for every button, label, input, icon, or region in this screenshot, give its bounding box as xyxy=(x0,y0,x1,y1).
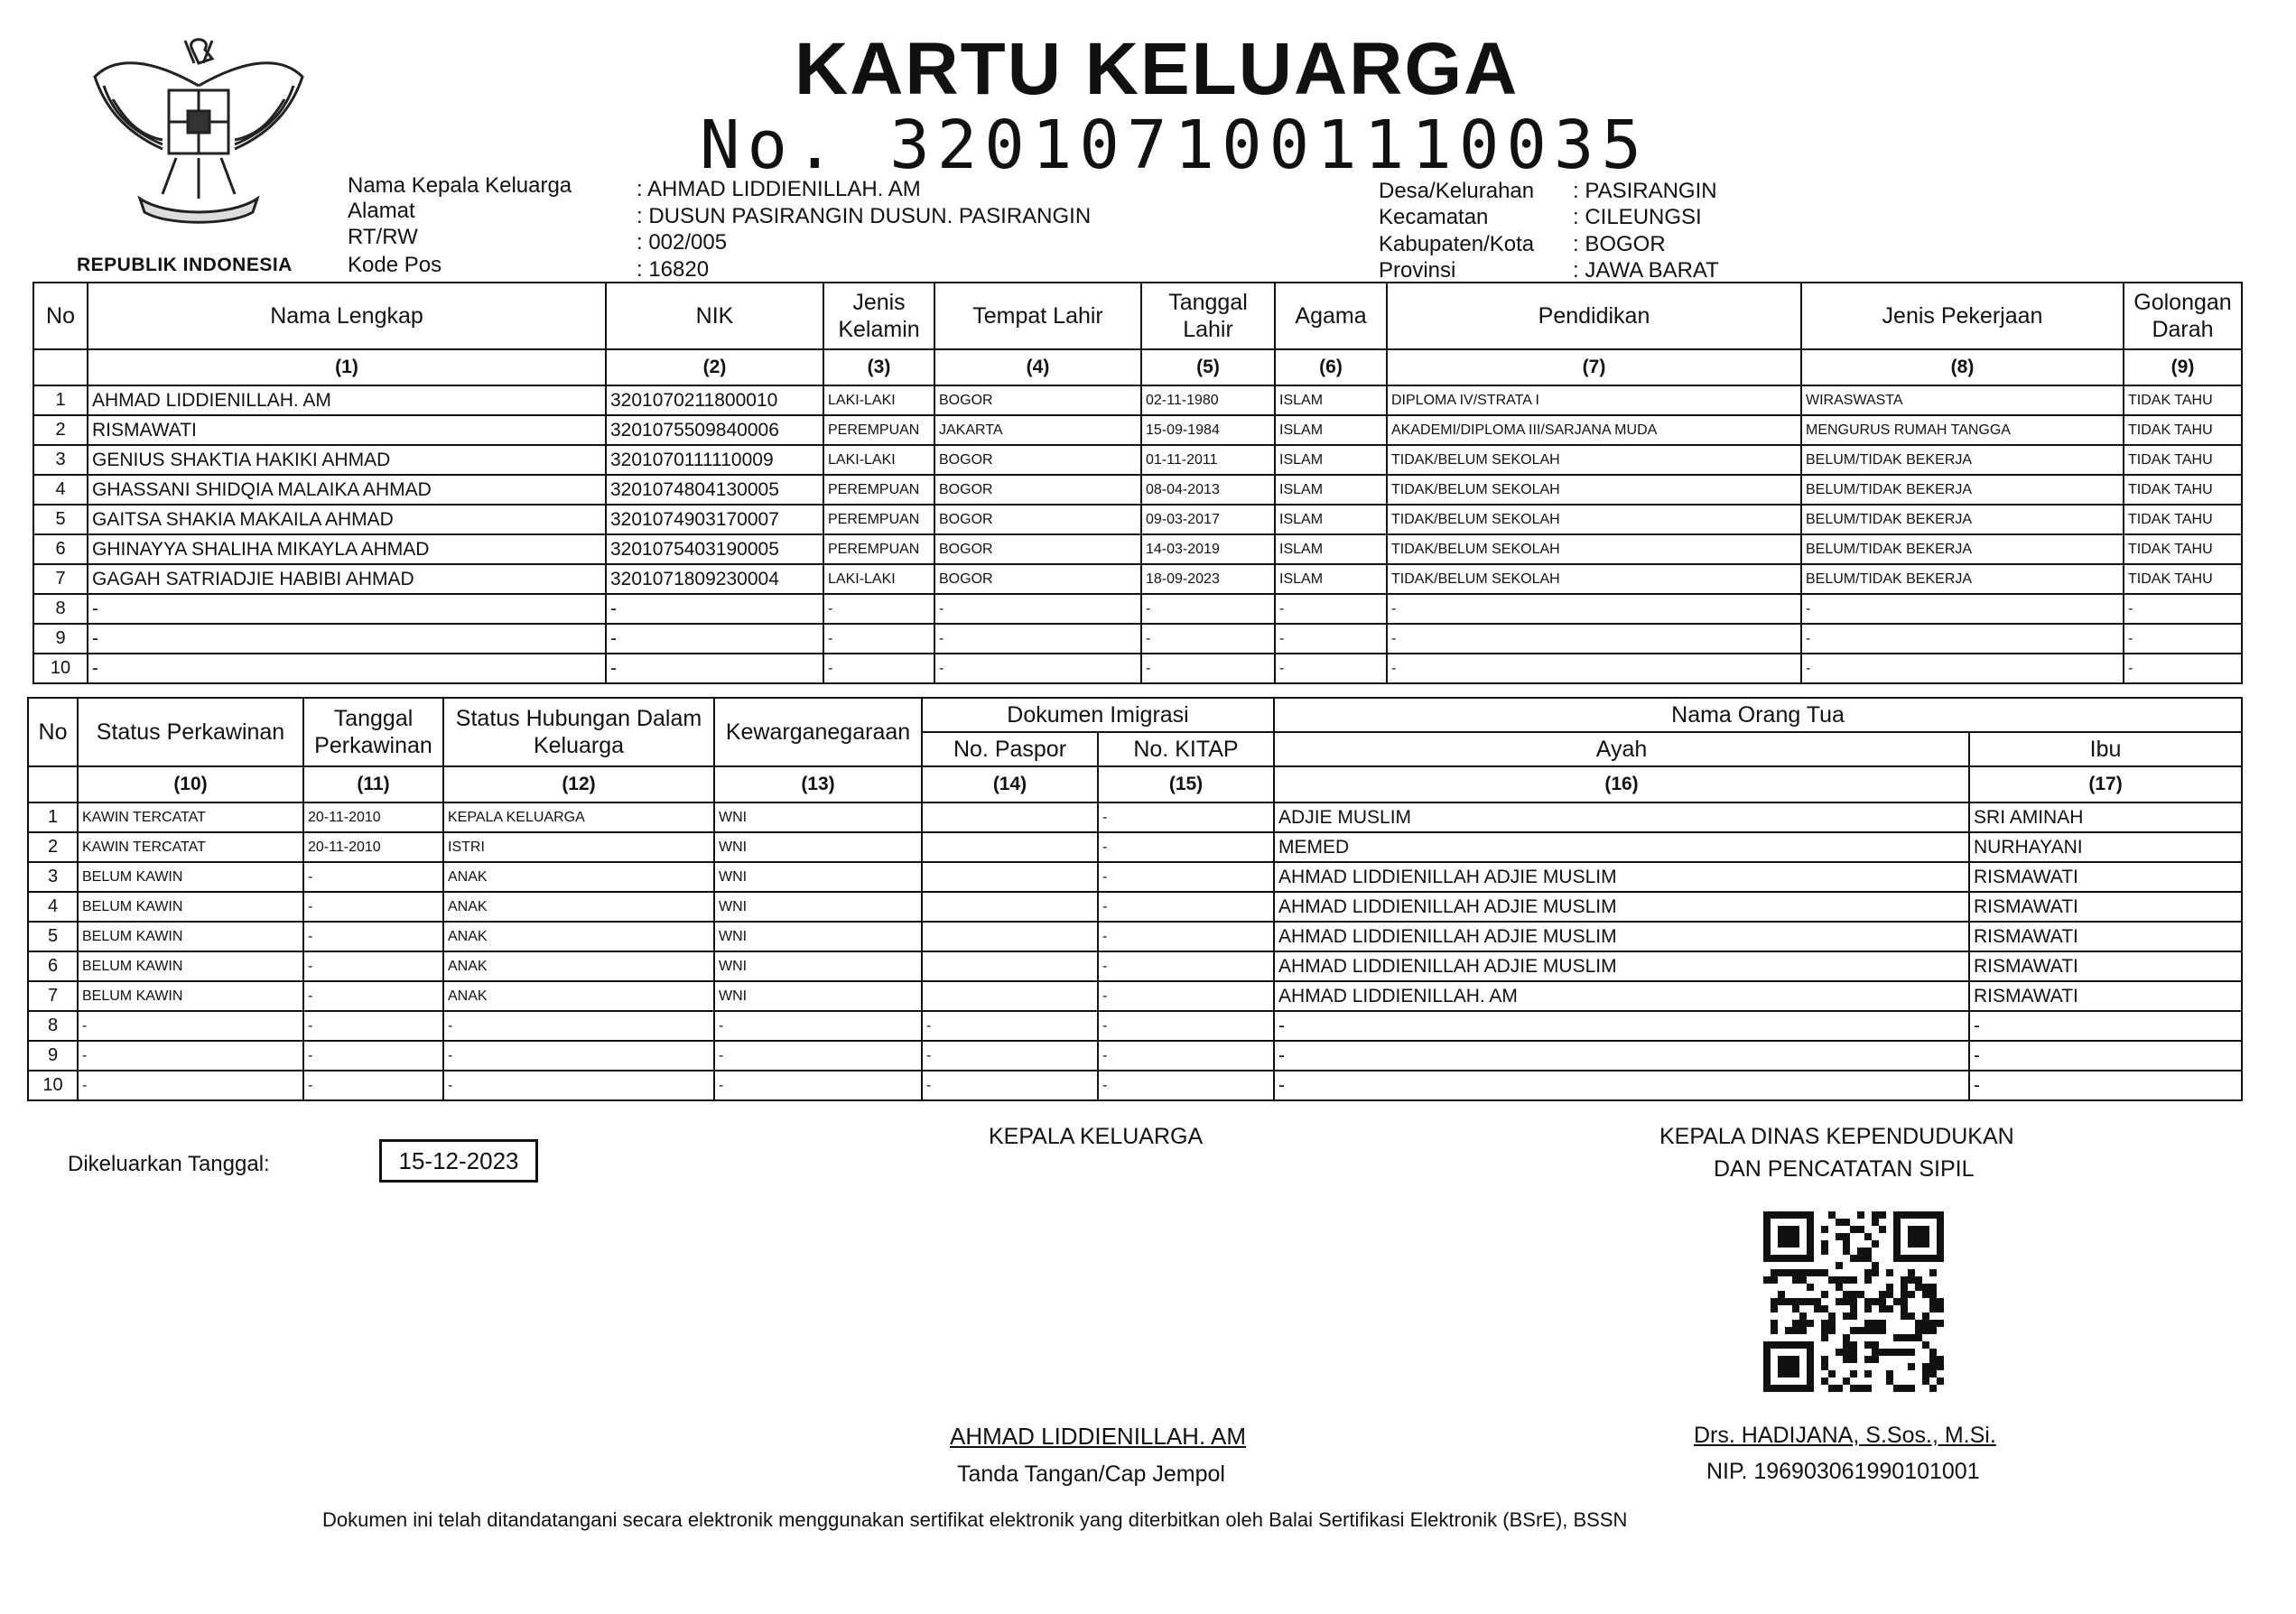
table-cell xyxy=(922,862,1098,892)
table-cell: - xyxy=(1969,1011,2242,1041)
info-label-desa: Desa/Kelurahan xyxy=(1379,179,1535,203)
table-cell: ISLAM xyxy=(1275,505,1387,534)
table-cell: TIDAK TAHU xyxy=(2124,564,2242,594)
info-label-kabupaten: Kabupaten/Kota xyxy=(1379,232,1535,256)
table-cell: 3201075403190005 xyxy=(606,534,823,564)
table-cell: - xyxy=(2124,654,2242,683)
table-cell: 01-11-2011 xyxy=(1141,445,1275,475)
table-cell: - xyxy=(303,1041,443,1071)
table-cell: - xyxy=(78,1011,303,1041)
col-header-kewarganegaraan: Kewarganegaraan xyxy=(714,698,922,766)
table-cell: ANAK xyxy=(443,862,714,892)
table-cell: ANAK xyxy=(443,922,714,951)
table-cell: BELUM/TIDAK BEKERJA xyxy=(1801,445,2124,475)
info-value-kodepos: : 16820 xyxy=(637,257,710,282)
col-number: (3) xyxy=(823,349,934,385)
table-row xyxy=(28,1041,2242,1071)
table-cell: BOGOR xyxy=(934,445,1141,475)
table-cell: - xyxy=(1098,832,1274,862)
table-row xyxy=(28,862,2242,892)
table-cell: - xyxy=(303,1011,443,1041)
table-cell: - xyxy=(1141,624,1275,654)
signer-caption: Tanda Tangan/Cap Jempol xyxy=(957,1461,1225,1487)
family-status-table xyxy=(27,697,2243,1101)
table-cell: AHMAD LIDDIENILLAH ADJIE MUSLIM xyxy=(1274,892,1969,922)
table-row xyxy=(33,624,2242,654)
table-row xyxy=(33,534,2242,564)
table-cell: - xyxy=(934,594,1141,624)
table-cell: - xyxy=(823,624,934,654)
table-cell: 2 xyxy=(33,415,88,445)
table-cell: - xyxy=(606,654,823,683)
col-number: (17) xyxy=(1969,766,2242,802)
col-header-nama: Nama Lengkap xyxy=(88,283,606,349)
table-cell: ANAK xyxy=(443,951,714,981)
table-row xyxy=(33,445,2242,475)
col-header-no: No xyxy=(28,698,78,766)
table-cell: - xyxy=(922,1071,1098,1100)
table-cell: 08-04-2013 xyxy=(1141,475,1275,505)
col-number: (5) xyxy=(1141,349,1275,385)
table-cell: 9 xyxy=(33,624,88,654)
table-cell: 20-11-2010 xyxy=(303,802,443,832)
table-cell: - xyxy=(1801,594,2124,624)
signer-name: AHMAD LIDDIENILLAH. AM xyxy=(950,1423,1246,1450)
col-number: (15) xyxy=(1098,766,1274,802)
table-cell: - xyxy=(922,1011,1098,1041)
table-cell: 8 xyxy=(28,1011,78,1041)
dinas-title-line2: DAN PENCATATAN SIPIL xyxy=(1714,1156,1975,1182)
table-cell: 2 xyxy=(28,832,78,862)
table-cell: - xyxy=(1275,624,1387,654)
electronic-signature-disclaimer: Dokumen ini telah ditandatangani secara elektronik menggunakan sertifikat elektronik yang diterbitkan oleh Balai Sertifikasi Elektronik (BSrE), BSSN xyxy=(322,1508,1628,1531)
col-header-pendidikan: Pendidikan xyxy=(1387,283,1801,349)
table-cell: GAITSA SHAKIA MAKAILA AHMAD xyxy=(88,505,606,534)
table-cell: - xyxy=(2124,594,2242,624)
table-cell: 15-09-1984 xyxy=(1141,415,1275,445)
table-cell: NURHAYANI xyxy=(1969,832,2242,862)
col-number: (2) xyxy=(606,349,823,385)
col-number: (7) xyxy=(1387,349,1801,385)
table-cell xyxy=(922,922,1098,951)
kepala-keluarga-label: KEPALA KELUARGA xyxy=(989,1124,1204,1149)
table-cell: PEREMPUAN xyxy=(823,505,934,534)
table-cell: - xyxy=(606,594,823,624)
table-cell: - xyxy=(1387,624,1801,654)
table-cell: KAWIN TERCATAT xyxy=(78,802,303,832)
table-cell: - xyxy=(714,1011,922,1041)
table-row xyxy=(28,981,2242,1011)
table-cell xyxy=(922,981,1098,1011)
table-cell: TIDAK TAHU xyxy=(2124,415,2242,445)
table-cell: TIDAK/BELUM SEKOLAH xyxy=(1387,564,1801,594)
col-number: (11) xyxy=(303,766,443,802)
official-name: Drs. HADIJANA, S.Sos., M.Si. xyxy=(1694,1423,1996,1448)
table-cell: - xyxy=(443,1011,714,1041)
table-cell: WNI xyxy=(714,862,922,892)
table-cell: - xyxy=(1801,654,2124,683)
table-cell: KEPALA KELUARGA xyxy=(443,802,714,832)
table-cell: 3201075509840006 xyxy=(606,415,823,445)
table-cell: RISMAWATI xyxy=(1969,862,2242,892)
table-cell: 3 xyxy=(33,445,88,475)
info-label-kecamatan: Kecamatan xyxy=(1379,205,1489,229)
table-cell: MENGURUS RUMAH TANGGA xyxy=(1801,415,2124,445)
col-number: (9) xyxy=(2124,349,2242,385)
table-cell: ANAK xyxy=(443,892,714,922)
table-cell: - xyxy=(1387,594,1801,624)
table-cell: BOGOR xyxy=(934,564,1141,594)
col-header-ibu: Ibu xyxy=(1969,732,2242,766)
table-cell: JAKARTA xyxy=(934,415,1141,445)
table-cell: AHMAD LIDDIENILLAH. AM xyxy=(88,385,606,415)
col-header-no: No xyxy=(33,283,88,349)
table-cell: - xyxy=(1098,1011,1274,1041)
table-cell: - xyxy=(1275,594,1387,624)
table-cell: - xyxy=(2124,624,2242,654)
table-cell: BELUM/TIDAK BEKERJA xyxy=(1801,475,2124,505)
table-cell: DIPLOMA IV/STRATA I xyxy=(1387,385,1801,415)
table-cell: 5 xyxy=(33,505,88,534)
emblem-label: REPUBLIK INDONESIA xyxy=(77,255,293,275)
info-label-provinsi: Provinsi xyxy=(1379,258,1456,283)
col-header-agama: Agama xyxy=(1275,283,1387,349)
table-cell: - xyxy=(303,1071,443,1100)
table-cell: - xyxy=(1098,1071,1274,1100)
family-status-body xyxy=(28,802,2242,1100)
table-cell: AKADEMI/DIPLOMA III/SARJANA MUDA xyxy=(1387,415,1801,445)
issued-date-label: Dikeluarkan Tanggal: xyxy=(68,1152,270,1176)
table-cell: ISLAM xyxy=(1275,534,1387,564)
col-header-tempat-lahir: Tempat Lahir xyxy=(934,283,1141,349)
info-label-kodepos: Kode Pos xyxy=(348,253,442,277)
table-cell: TIDAK TAHU xyxy=(2124,385,2242,415)
col-header-nik: NIK xyxy=(606,283,823,349)
table-cell: AHMAD LIDDIENILLAH ADJIE MUSLIM xyxy=(1274,862,1969,892)
table-cell: 4 xyxy=(33,475,88,505)
table-cell: RISMAWATI xyxy=(1969,922,2242,951)
table-cell: - xyxy=(1098,922,1274,951)
table-cell: TIDAK TAHU xyxy=(2124,534,2242,564)
table-cell: BELUM KAWIN xyxy=(78,922,303,951)
info-value-desa: : PASIRANGIN xyxy=(1573,179,1717,203)
table-cell: - xyxy=(1098,862,1274,892)
table-cell: - xyxy=(714,1071,922,1100)
table-cell: - xyxy=(606,624,823,654)
table-cell: WIRASWASTA xyxy=(1801,385,2124,415)
col-number xyxy=(33,349,88,385)
table-cell: 3201074903170007 xyxy=(606,505,823,534)
table-cell: 20-11-2010 xyxy=(303,832,443,862)
table-cell: AHMAD LIDDIENILLAH ADJIE MUSLIM xyxy=(1274,922,1969,951)
qr-code-icon xyxy=(1763,1211,1944,1392)
table-row xyxy=(33,415,2242,445)
table-cell: PEREMPUAN xyxy=(823,534,934,564)
info-value-kabupaten: : BOGOR xyxy=(1573,232,1666,256)
col-header-dokumen-imigrasi: Dokumen Imigrasi xyxy=(922,698,1274,732)
table-cell: - xyxy=(922,1041,1098,1071)
table-cell: - xyxy=(823,654,934,683)
table-cell: BELUM/TIDAK BEKERJA xyxy=(1801,534,2124,564)
table-row xyxy=(33,654,2242,683)
table-row xyxy=(28,1071,2242,1100)
table-cell: TIDAK/BELUM SEKOLAH xyxy=(1387,445,1801,475)
table-cell: - xyxy=(1387,654,1801,683)
table-cell: 6 xyxy=(33,534,88,564)
table-cell: TIDAK TAHU xyxy=(2124,475,2242,505)
table-cell: ISTRI xyxy=(443,832,714,862)
info-value-provinsi: : JAWA BARAT xyxy=(1573,258,1719,283)
col-header-golongan-darah: Golongan Darah xyxy=(2124,283,2242,349)
table-cell: - xyxy=(303,981,443,1011)
table-row xyxy=(28,892,2242,922)
table-cell: - xyxy=(1141,594,1275,624)
col-header-no-kitap: No. KITAP xyxy=(1098,732,1274,766)
info-value-nama-kepala: : AHMAD LIDDIENILLAH. AM xyxy=(637,177,921,201)
table-cell: - xyxy=(303,862,443,892)
table-cell: RISMAWATI xyxy=(1969,981,2242,1011)
table-cell: TIDAK/BELUM SEKOLAH xyxy=(1387,534,1801,564)
table-cell: WNI xyxy=(714,951,922,981)
table-cell: BOGOR xyxy=(934,475,1141,505)
table-cell: BOGOR xyxy=(934,385,1141,415)
table-cell xyxy=(922,802,1098,832)
table-cell: - xyxy=(1098,802,1274,832)
info-value-rtrw: : 002/005 xyxy=(637,230,728,255)
col-number: (14) xyxy=(922,766,1098,802)
table-cell: - xyxy=(443,1041,714,1071)
table-row xyxy=(33,505,2242,534)
family-members-body xyxy=(33,385,2242,683)
col-header-no-paspor: No. Paspor xyxy=(922,732,1098,766)
table-cell: 14-03-2019 xyxy=(1141,534,1275,564)
table-cell: WNI xyxy=(714,802,922,832)
table-cell: BELUM KAWIN xyxy=(78,862,303,892)
col-header-tanggal-lahir: Tanggal Lahir xyxy=(1141,283,1275,349)
table-cell: KAWIN TERCATAT xyxy=(78,832,303,862)
table-cell: PEREMPUAN xyxy=(823,475,934,505)
table-cell: 3201071809230004 xyxy=(606,564,823,594)
table-cell: ISLAM xyxy=(1275,564,1387,594)
garuda-emblem-icon xyxy=(86,32,311,230)
table-cell: - xyxy=(1274,1011,1969,1041)
table-cell: AHMAD LIDDIENILLAH. AM xyxy=(1274,981,1969,1011)
table-row xyxy=(33,594,2242,624)
col-header-tanggal-perkawinan: Tanggal Perkawinan xyxy=(303,698,443,766)
table-cell xyxy=(922,951,1098,981)
table-cell: 1 xyxy=(28,802,78,832)
table-cell: 10 xyxy=(28,1071,78,1100)
table-cell: 09-03-2017 xyxy=(1141,505,1275,534)
col-number: (12) xyxy=(443,766,714,802)
table-cell: 3201070211800010 xyxy=(606,385,823,415)
table-row xyxy=(28,832,2242,862)
table-cell: GHINAYYA SHALIHA MIKAYLA AHMAD xyxy=(88,534,606,564)
table-cell: - xyxy=(1274,1071,1969,1100)
table-cell: - xyxy=(303,951,443,981)
table-row xyxy=(28,922,2242,951)
table-cell: 02-11-1980 xyxy=(1141,385,1275,415)
table-row xyxy=(33,385,2242,415)
table-cell: LAKI-LAKI xyxy=(823,385,934,415)
table-cell: 3201070111110009 xyxy=(606,445,823,475)
table-cell: - xyxy=(1274,1041,1969,1071)
official-nip: NIP. 196903061990101001 xyxy=(1706,1459,1980,1484)
table-cell: WNI xyxy=(714,922,922,951)
info-label-rtrw: RT/RW xyxy=(348,225,418,249)
col-number: (8) xyxy=(1801,349,2124,385)
table-cell: 7 xyxy=(33,564,88,594)
table-cell: - xyxy=(1275,654,1387,683)
col-number: (1) xyxy=(88,349,606,385)
table-cell: - xyxy=(934,654,1141,683)
table-cell: - xyxy=(1098,951,1274,981)
table-cell: ISLAM xyxy=(1275,385,1387,415)
table-cell: BELUM KAWIN xyxy=(78,981,303,1011)
dinas-title-line1: KEPALA DINAS KEPENDUDUKAN xyxy=(1659,1124,2014,1149)
col-number: (6) xyxy=(1275,349,1387,385)
table-cell: GHASSANI SHIDQIA MALAIKA AHMAD xyxy=(88,475,606,505)
table-cell: GAGAH SATRIADJIE HABIBI AHMAD xyxy=(88,564,606,594)
table-cell: RISMAWATI xyxy=(1969,951,2242,981)
table-row xyxy=(28,1011,2242,1041)
table-cell: PEREMPUAN xyxy=(823,415,934,445)
table-cell: 9 xyxy=(28,1041,78,1071)
table-cell: RISMAWATI xyxy=(88,415,606,445)
table-cell: - xyxy=(1098,892,1274,922)
col-header-status-hubungan: Status Hubungan Dalam Keluarga xyxy=(443,698,714,766)
table-cell: LAKI-LAKI xyxy=(823,564,934,594)
table-cell: AHMAD LIDDIENILLAH ADJIE MUSLIM xyxy=(1274,951,1969,981)
info-label-nama-kepala: Nama Kepala Keluarga xyxy=(348,173,572,198)
table-cell: - xyxy=(714,1041,922,1071)
table-cell: ISLAM xyxy=(1275,445,1387,475)
table-cell: - xyxy=(88,624,606,654)
table-cell: ISLAM xyxy=(1275,415,1387,445)
table-cell: ADJIE MUSLIM xyxy=(1274,802,1969,832)
table-cell: - xyxy=(443,1071,714,1100)
table-cell: BOGOR xyxy=(934,534,1141,564)
table-cell: - xyxy=(88,594,606,624)
table-cell: - xyxy=(934,624,1141,654)
table-cell xyxy=(922,892,1098,922)
table-cell: WNI xyxy=(714,832,922,862)
col-header-status-perkawinan: Status Perkawinan xyxy=(78,698,303,766)
table-row xyxy=(28,802,2242,832)
table-cell: - xyxy=(303,892,443,922)
col-header-jenis-kelamin: Jenis Kelamin xyxy=(823,283,934,349)
col-number: (10) xyxy=(78,766,303,802)
col-number: (13) xyxy=(714,766,922,802)
table-cell: 18-09-2023 xyxy=(1141,564,1275,594)
table-cell: - xyxy=(303,922,443,951)
table-cell: 7 xyxy=(28,981,78,1011)
table-cell: - xyxy=(78,1071,303,1100)
table-cell: LAKI-LAKI xyxy=(823,445,934,475)
table-cell: WNI xyxy=(714,892,922,922)
table-cell: 6 xyxy=(28,951,78,981)
table-cell: - xyxy=(1969,1071,2242,1100)
col-number: (4) xyxy=(934,349,1141,385)
table-cell: 4 xyxy=(28,892,78,922)
table-cell: GENIUS SHAKTIA HAKIKI AHMAD xyxy=(88,445,606,475)
table-cell: 5 xyxy=(28,922,78,951)
table-cell: TIDAK TAHU xyxy=(2124,505,2242,534)
table-cell: RISMAWATI xyxy=(1969,892,2242,922)
table-cell: TIDAK/BELUM SEKOLAH xyxy=(1387,475,1801,505)
info-value-kecamatan: : CILEUNGSI xyxy=(1573,205,1702,229)
table-cell: WNI xyxy=(714,981,922,1011)
table-cell: 8 xyxy=(33,594,88,624)
table-cell: BELUM KAWIN xyxy=(78,951,303,981)
table-cell: 3 xyxy=(28,862,78,892)
table-row xyxy=(33,475,2242,505)
col-header-nama-orang-tua: Nama Orang Tua xyxy=(1274,698,2242,732)
table-cell: - xyxy=(1141,654,1275,683)
table-cell: BELUM/TIDAK BEKERJA xyxy=(1801,505,2124,534)
table-cell: 1 xyxy=(33,385,88,415)
kk-number: No. 3201071001110035 xyxy=(700,107,1650,184)
table-cell: BELUM/TIDAK BEKERJA xyxy=(1801,564,2124,594)
col-number xyxy=(28,766,78,802)
table-cell: - xyxy=(1098,1041,1274,1071)
issued-date-value: 15-12-2023 xyxy=(379,1139,538,1183)
table-cell: - xyxy=(1969,1041,2242,1071)
table-cell: BELUM KAWIN xyxy=(78,892,303,922)
table-cell: MEMED xyxy=(1274,832,1969,862)
table-cell: SRI AMINAH xyxy=(1969,802,2242,832)
table-row xyxy=(28,951,2242,981)
table-cell: - xyxy=(823,594,934,624)
table-cell: 3201074804130005 xyxy=(606,475,823,505)
col-number: (16) xyxy=(1274,766,1969,802)
table-cell: TIDAK/BELUM SEKOLAH xyxy=(1387,505,1801,534)
table-cell: - xyxy=(78,1041,303,1071)
info-value-alamat: : DUSUN PASIRANGIN DUSUN. PASIRANGIN xyxy=(637,204,1092,228)
table-cell xyxy=(922,832,1098,862)
table-cell: - xyxy=(88,654,606,683)
table-cell: ISLAM xyxy=(1275,475,1387,505)
table-cell: - xyxy=(1801,624,2124,654)
table-cell: BOGOR xyxy=(934,505,1141,534)
col-header-ayah: Ayah xyxy=(1274,732,1969,766)
document-title: KARTU KELUARGA xyxy=(795,28,1520,110)
table-cell: ANAK xyxy=(443,981,714,1011)
table-cell: TIDAK TAHU xyxy=(2124,445,2242,475)
table-cell: 10 xyxy=(33,654,88,683)
table-row xyxy=(33,564,2242,594)
col-header-pekerjaan: Jenis Pekerjaan xyxy=(1801,283,2124,349)
family-members-table xyxy=(33,282,2243,684)
info-label-alamat: Alamat xyxy=(348,199,415,223)
table-cell: - xyxy=(1098,981,1274,1011)
